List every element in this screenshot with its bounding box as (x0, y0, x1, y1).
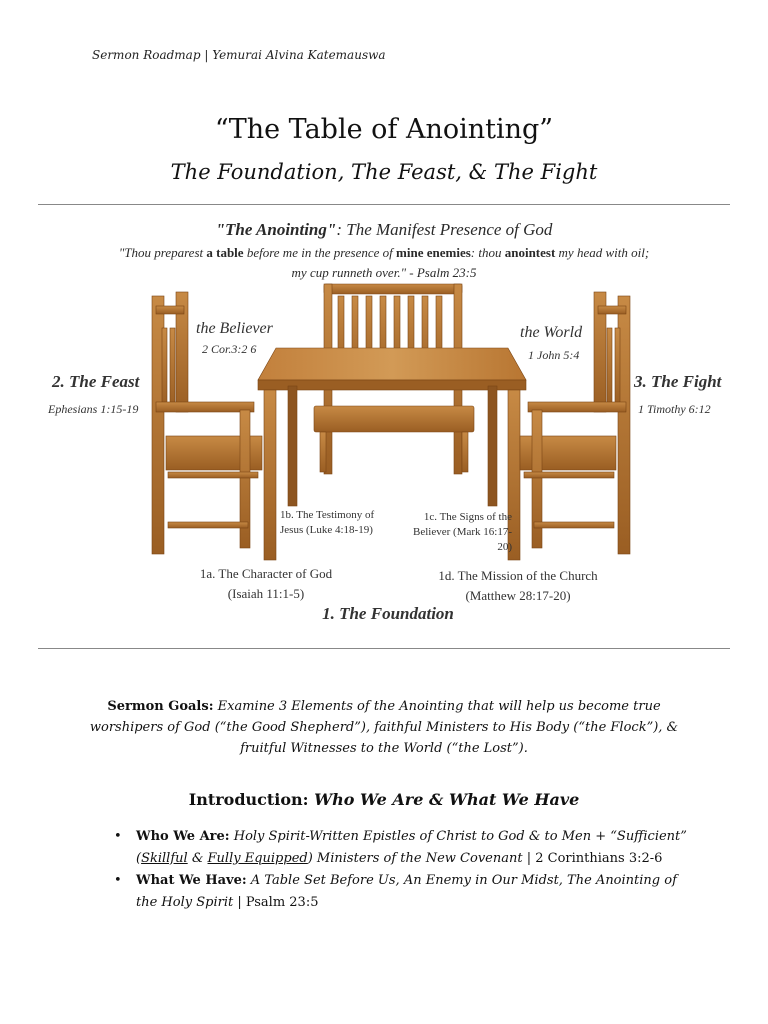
world-reference: 1 John 5:4 (528, 348, 580, 362)
quote-part: : thou (470, 245, 505, 260)
feast-reference: Ephesians 1:15-19 (48, 402, 139, 416)
quote-bold-part: anointest (504, 245, 556, 260)
believer-label: the Believer (196, 320, 273, 337)
introduction-emphasis: Who We Are & What We Have (314, 790, 580, 809)
quote-part: "Thou preparest (118, 245, 207, 260)
bullet-text: Holy Spirit-Written Epistles of Christ to God & to Men + “Sufficient” ( (136, 829, 687, 866)
sermon-title: “The Table of Anointing” (214, 114, 554, 145)
table-diagram (38, 210, 730, 640)
annotation-1a-line2: (Isaiah 11:1-5) (227, 586, 305, 601)
bottom-divider (38, 648, 730, 649)
bullet-reference: | 2 Corinthians 3:2-6 (522, 851, 663, 866)
fight-reference: 1 Timothy 6:12 (638, 402, 711, 416)
annotation-1a (178, 564, 354, 604)
annotation-1b: 1b. The Testimony of Jesus (Luke 4:18-19) (280, 509, 375, 536)
introduction-heading (0, 790, 768, 809)
annotation-1c: 1c. The Signs of the Believer (Mark 16:17-20) (413, 511, 512, 553)
world-label: the World (520, 324, 583, 341)
document-header: Sermon Roadmap | Yemurai Alvina Katemauswa (92, 48, 386, 62)
quote-part: my head with oil; (555, 245, 650, 260)
bullet-reference: | Psalm 23:5 (233, 895, 319, 910)
bullet-text: & (187, 851, 208, 866)
quote-part: before me in the presence of (243, 245, 397, 260)
anointing-heading-rest: : The Manifest Presence of God (336, 220, 553, 239)
bullet-text: ) Ministers of the New Covenant (307, 851, 523, 866)
bullet-icon: • (114, 829, 122, 844)
list-item (110, 870, 700, 914)
list-item (110, 826, 700, 870)
sermon-goals-text: Examine 3 Elements of the Anointing that will help us become true worshipers of God (“the Good Shepherd”), faithful Ministers to His Body (“the Flock”), & fruitful Witnesses to the World (“the Lost”). (89, 699, 679, 756)
bullet-label: Who We Are: (136, 829, 230, 844)
bullet-icon: • (114, 873, 122, 888)
feast-label: 2. The Feast (52, 372, 140, 391)
bullet-text: A Table Set Before Us, An Enemy in Our Midst, The Anointing of the Holy Spirit (136, 873, 677, 910)
quote-citation: my cup runneth over." - Psalm 23:5 (291, 265, 477, 280)
annotation-1a-line1: 1a. The Character of God (199, 566, 333, 581)
sermon-goals-label: Sermon Goals: (107, 699, 214, 714)
quote-bold-part: a table (206, 245, 244, 260)
anointing-heading-bold: "The Anointing" (215, 220, 337, 239)
annotation-1d-line1: 1d. The Mission of the Church (438, 568, 598, 583)
annotation-1d-line2: (Matthew 28:17-20) (465, 588, 571, 603)
quote-bold-part: mine enemies (396, 245, 471, 260)
annotation-1d (418, 566, 618, 606)
psalm-quote (98, 243, 670, 283)
believer-reference: 2 Cor.3:2 6 (202, 342, 257, 356)
introduction-prefix: Introduction: (188, 790, 315, 809)
bullet-underlined: Fully Equipped (207, 851, 308, 866)
foundation-label: 1. The Foundation (322, 604, 454, 623)
fight-label: 3. The Fight (634, 372, 722, 391)
bullet-label: What We Have: (136, 873, 247, 888)
anointing-heading (38, 220, 730, 240)
intro-bullet-list (110, 826, 700, 914)
sermon-goals (70, 696, 698, 759)
sermon-subtitle: The Foundation, The Feast, & The Fight (170, 160, 598, 184)
bullet-underlined: Skillful (141, 851, 188, 866)
top-divider (38, 204, 730, 205)
